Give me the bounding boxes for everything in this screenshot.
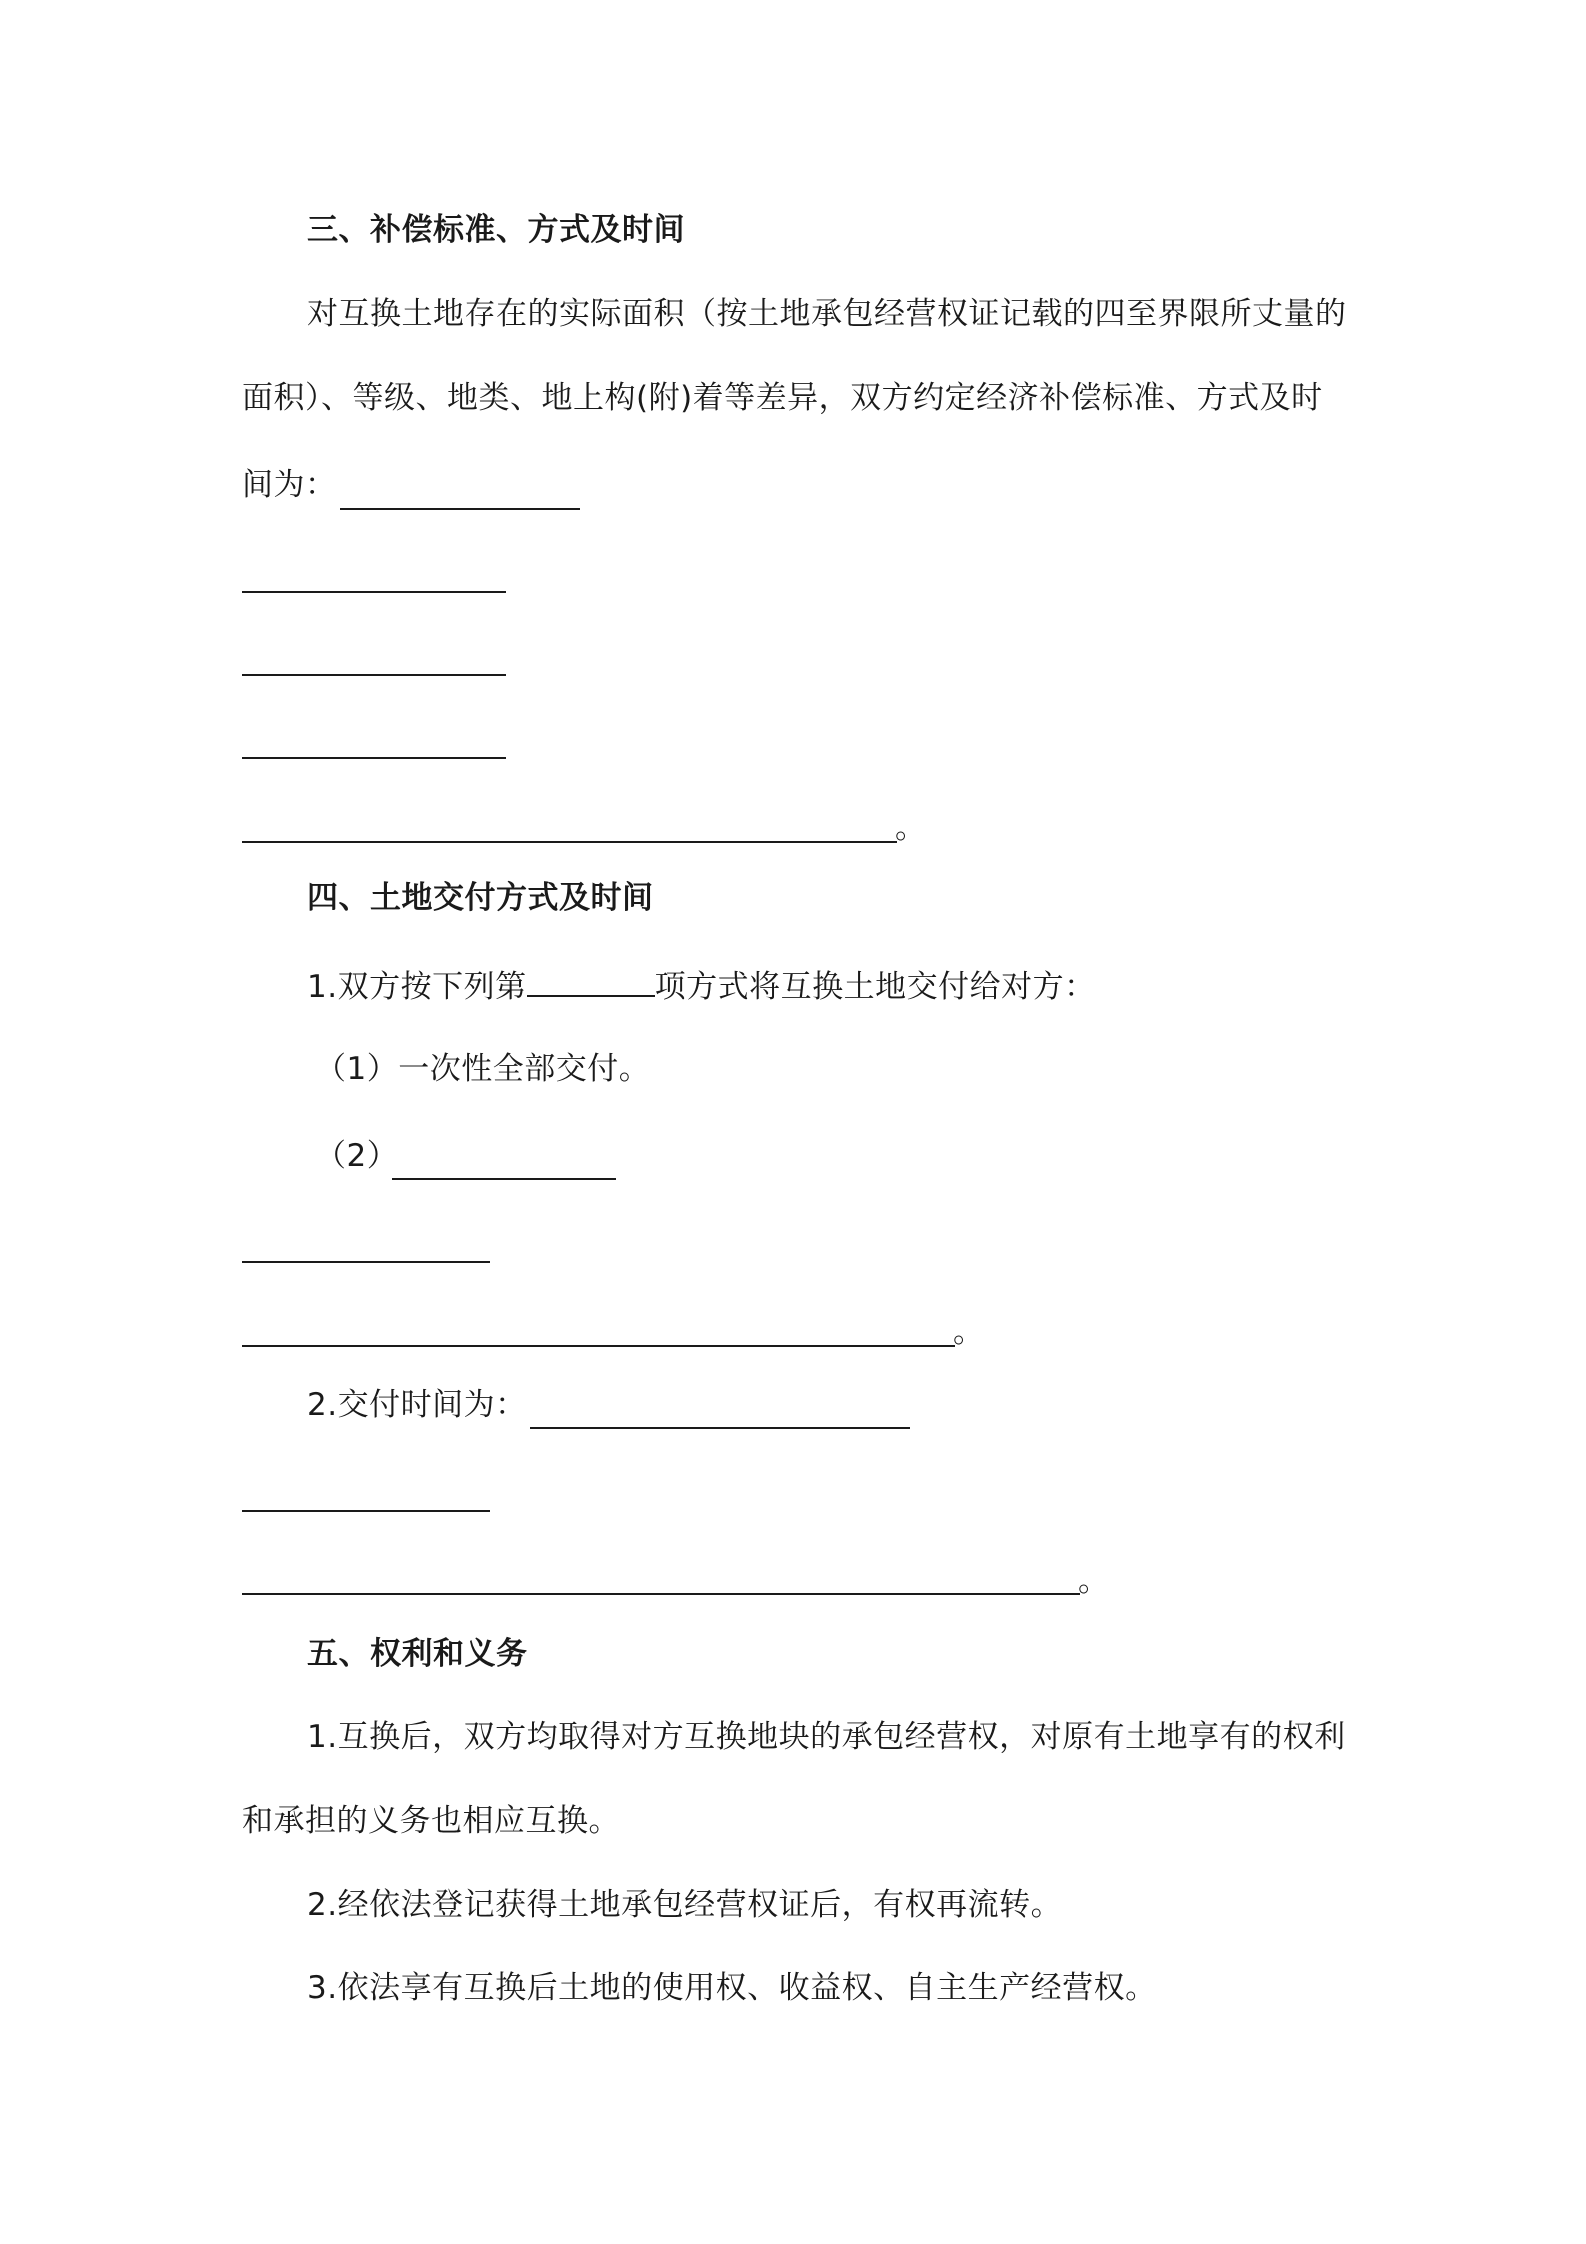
- compensation-blank-5[interactable]: [242, 841, 897, 843]
- rights-item2: 2.经依法登记获得土地承包经营权证后，有权再流转。: [307, 1887, 1063, 1923]
- compensation-blank-3[interactable]: [242, 674, 506, 676]
- section3-paragraph-line3: [242, 465, 337, 505]
- delivery-option-2-end-mark: 。: [953, 1314, 984, 1350]
- section5-heading: 五、权利和义务: [307, 1636, 528, 1672]
- delivery-method-prefix: 1.双方按下列第: [307, 969, 527, 1005]
- delivery-time-blank-2[interactable]: [242, 1510, 490, 1512]
- delivery-option-2-blank-3[interactable]: [242, 1345, 955, 1347]
- delivery-option-2-label: （2）: [315, 1138, 399, 1174]
- delivery-method-suffix: 项方式将互换土地交付给对方：: [654, 969, 1096, 1005]
- section3-paragraph-line1: 对互换土地存在的实际面积（按土地承包经营权证记载的四至界限所丈量的: [307, 296, 1347, 332]
- section4-heading: 四、土地交付方式及时间: [307, 880, 654, 916]
- section3-paragraph-line2: 面积）、等级、地类、地上构(附)着等差异，双方约定经济补偿标准、方式及时: [242, 380, 1323, 416]
- delivery-time-label: 2.交付时间为：: [307, 1387, 527, 1423]
- delivery-method-line: [307, 965, 1096, 1007]
- compensation-blank-1[interactable]: [340, 508, 580, 510]
- delivery-time-blank-3[interactable]: [242, 1593, 1080, 1595]
- delivery-time-end-mark: 。: [1078, 1563, 1109, 1599]
- compensation-end-mark: 。: [895, 810, 926, 846]
- delivery-method-choice-blank[interactable]: [527, 965, 655, 997]
- delivery-time-blank-1[interactable]: [530, 1427, 910, 1429]
- rights-item1-line1: 1.互换后，双方均取得对方互换地块的承包经营权，对原有土地享有的权利: [307, 1719, 1346, 1755]
- delivery-time-line: [307, 1385, 527, 1425]
- delivery-option-2: [315, 1136, 398, 1176]
- compensation-blank-4[interactable]: [242, 757, 506, 759]
- compensation-label: 间为：: [242, 467, 337, 503]
- delivery-option-2-blank-1[interactable]: [392, 1178, 616, 1180]
- rights-item1-line2: 和承担的义务也相应互换。: [242, 1803, 620, 1839]
- rights-item3: 3.依法享有互换后土地的使用权、收益权、自主生产经营权。: [307, 1970, 1157, 2006]
- section3-heading: 三、补偿标准、方式及时间: [307, 212, 685, 248]
- compensation-blank-2[interactable]: [242, 591, 506, 593]
- delivery-option-2-blank-2[interactable]: [242, 1261, 490, 1263]
- delivery-option-1: （1）一次性全部交付。: [315, 1051, 651, 1087]
